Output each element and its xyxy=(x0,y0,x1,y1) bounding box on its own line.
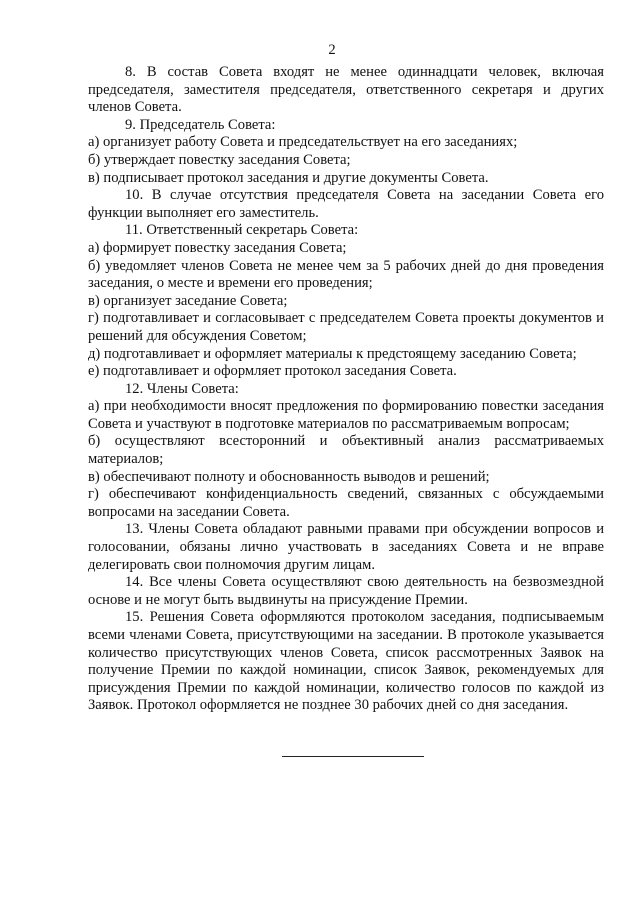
paragraph: в) обеспечивают полноту и обоснованность выводов и решений; xyxy=(88,468,490,485)
paragraph: е) подготавливает и оформляет протокол заседания Совета. xyxy=(88,363,457,380)
paragraph: а) формирует повестку заседания Совета; xyxy=(88,239,347,256)
end-separator-line xyxy=(282,756,424,757)
paragraph: 10. В случае отсутствия председателя Совета на заседании Совета его функции выполняет его заместитель. xyxy=(88,187,604,221)
document-body xyxy=(88,64,604,715)
paragraph: 12. Члены Совета: xyxy=(125,380,239,397)
paragraph: 13. Члены Совета обладают равными правами при обсуждении вопросов и голосовании, обязаны лично участвовать в заседаниях Совета и не вправе делегировать свои полномочия другим лицам. xyxy=(88,521,604,573)
paragraph: в) организует заседание Совета; xyxy=(88,292,288,309)
paragraph: б) уведомляет членов Совета не менее чем за 5 рабочих дней до дня проведения заседания, о месте и времени его проведения; xyxy=(88,257,604,292)
paragraph: г) подготавливает и согласовывает с председателем Совета проекты документов и решений для обсуждения Советом; xyxy=(88,310,604,344)
paragraph: 11. Ответственный секретарь Совета: xyxy=(125,222,359,239)
paragraph: 15. Решения Совета оформляются протоколом заседания, подписываемым всеми членами Совета, присутствующими на заседании. В протоколе указывается количество присутствующих членов Совета, список рассмотренных Заявок на получение Премии по каждой номинации, список Заявок, рекомендуемых для присуждения Премии по каждой номинации, количество голосов по каждой из Заявок. Протокол оформляется не позднее 30 рабочих дней со дня заседания. xyxy=(88,609,604,714)
paragraph: а) организует работу Совета и председательствует на его заседаниях; xyxy=(88,134,518,151)
paragraph: г) обеспечивают конфиденциальность сведений, связанных с обсуждаемыми вопросами на заседании Совета. xyxy=(88,486,604,520)
paragraph: б) осуществляют всесторонний и объективный анализ рассматриваемых материалов; xyxy=(88,433,604,468)
paragraph: д) подготавливает и оформляет материалы к предстоящему заседанию Совета; xyxy=(88,345,577,362)
paragraph: 9. Председатель Совета: xyxy=(125,116,276,133)
paragraph: 8. В состав Совета входят не менее одиннадцати человек, включая председателя, заместителя председателя, ответственного секретаря и других членов Совета. xyxy=(88,64,604,116)
paragraph: в) подписывает протокол заседания и другие документы Совета. xyxy=(88,169,489,186)
paragraph: 14. Все члены Совета осуществляют свою деятельность на безвозмездной основе и не могут быть выдвинуты на присуждение Премии. xyxy=(88,574,604,608)
page-number: 2 xyxy=(328,42,336,58)
paragraph: б) утверждает повестку заседания Совета; xyxy=(88,151,351,168)
paragraph: а) при необходимости вносят предложения по формированию повестки заседания Совета и участвуют в подготовке материалов по рассматриваемым вопросам; xyxy=(88,398,604,432)
